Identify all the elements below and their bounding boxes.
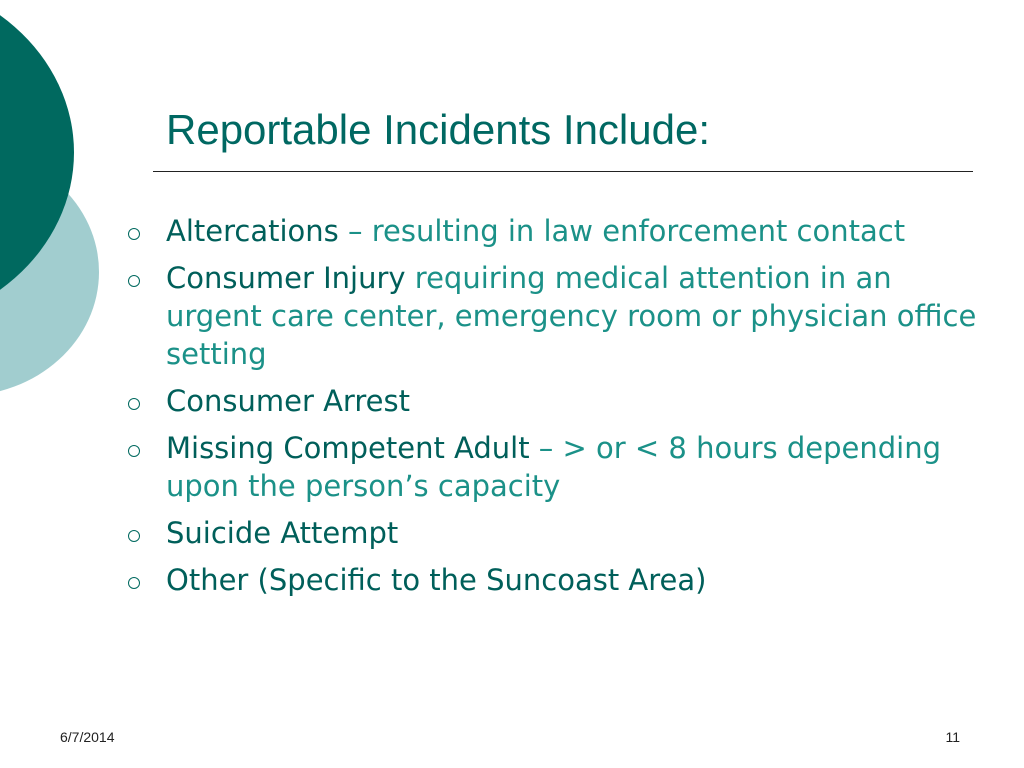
footer-date: 6/7/2014 bbox=[60, 729, 115, 745]
bullet-item-other bbox=[128, 561, 978, 599]
circle-bullet-icon bbox=[128, 577, 140, 589]
bullet-item-missing-competent-adult bbox=[128, 429, 978, 505]
circle-bullet-icon bbox=[128, 275, 140, 287]
bullet-term: Other (Specific to the Suncoast Area) bbox=[166, 563, 707, 597]
bullet-detail: – resulting in law enforcement contact bbox=[338, 214, 906, 248]
circle-bullet-icon bbox=[128, 228, 140, 240]
circle-bullet-icon bbox=[128, 530, 140, 542]
bullet-term: Missing Competent Adult bbox=[166, 431, 530, 465]
circle-bullet-icon bbox=[128, 445, 140, 457]
circle-bullet-icon bbox=[128, 398, 140, 410]
bullet-item-altercations bbox=[128, 212, 978, 250]
bullet-term: Consumer Injury bbox=[166, 261, 406, 295]
bullet-detail: requiring medical attention in an urgent care center, emergency room or physician office setting bbox=[166, 261, 977, 371]
bullet-item-consumer-injury bbox=[128, 259, 978, 373]
bullet-term: Altercations bbox=[166, 214, 339, 248]
bullet-item-suicide-attempt bbox=[128, 514, 978, 552]
slide-number: 11 bbox=[945, 729, 960, 745]
bullet-item-consumer-arrest bbox=[128, 382, 978, 420]
slide-title: Reportable Incidents Include: bbox=[166, 106, 711, 153]
bullet-term: Suicide Attempt bbox=[166, 516, 399, 550]
bullet-detail: – > or < 8 hours depending upon the person’s capacity bbox=[166, 431, 941, 503]
bullet-list bbox=[128, 212, 978, 608]
title-divider bbox=[153, 171, 973, 172]
bullet-term: Consumer Arrest bbox=[166, 384, 410, 418]
